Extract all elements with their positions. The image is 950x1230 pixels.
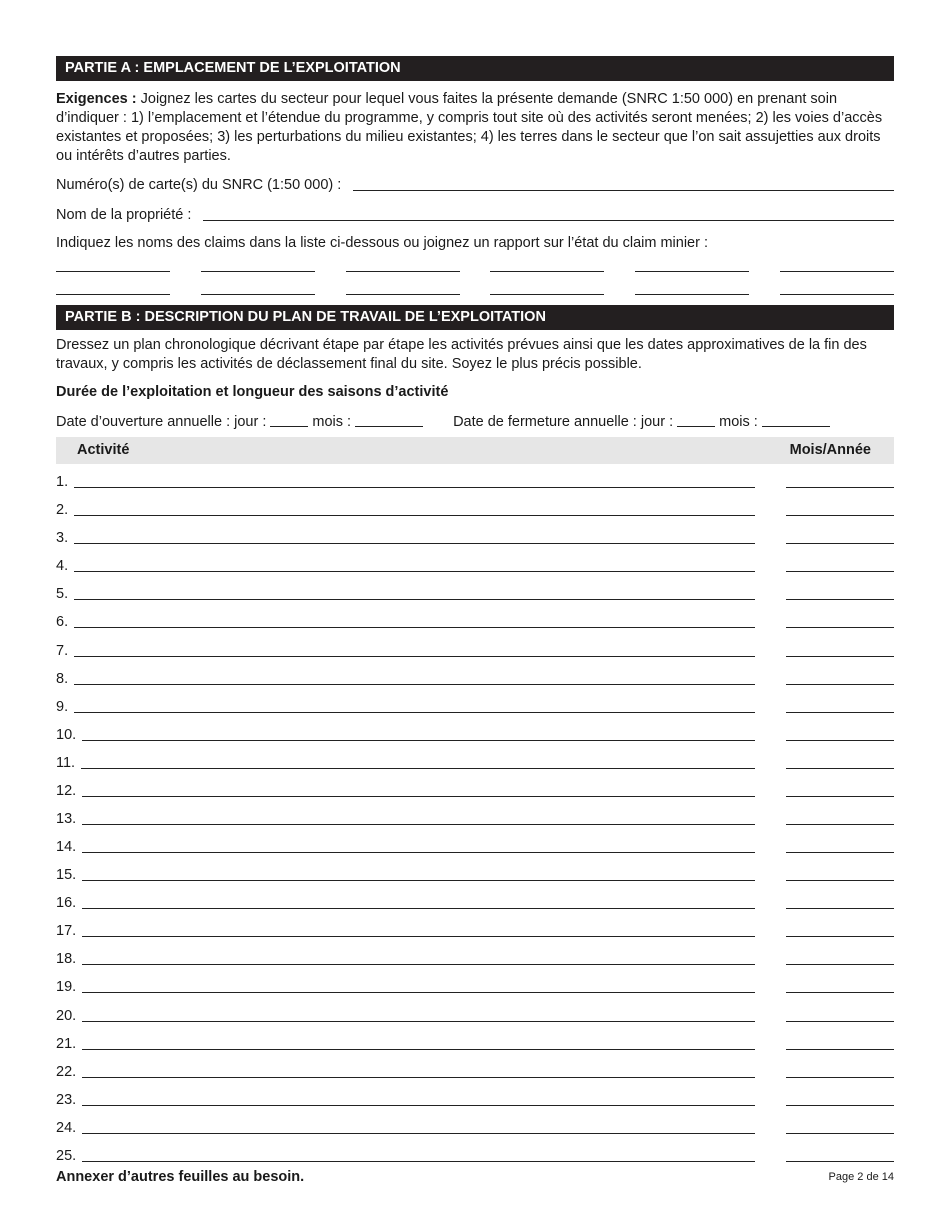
opening-month-blank[interactable]	[355, 413, 423, 427]
table-row	[56, 801, 894, 829]
activity-input-line[interactable]	[82, 982, 755, 993]
page-number: Page 2 de 14	[828, 1171, 894, 1183]
date-input-line[interactable]	[786, 1095, 894, 1106]
row-number: 8.	[56, 670, 69, 687]
page-footer	[56, 1169, 894, 1185]
map-number-input-line[interactable]	[353, 178, 894, 191]
table-row	[56, 969, 894, 997]
activity-rows	[56, 464, 894, 1166]
requirements-text: Joignez les cartes du secteur pour lequel vous faites la présente demande (SNRC 1:50 000) en prenant soin d’indiquer : 1) l’emplacement et l’étendue du programme, y compris tout site où des activités seront menées; 2) les voies d’accès existantes et proposées; 3) les perturbations du milieu existantes; 4) les terres dans le secteur que l’on sait assujetties aux droits ou intérêts d’autres parties.	[56, 91, 883, 164]
activity-table-header	[56, 437, 894, 464]
table-row	[56, 997, 894, 1025]
row-number: 6.	[56, 614, 69, 631]
table-row	[56, 1026, 894, 1054]
claim-blank[interactable]	[635, 285, 749, 295]
date-input-line[interactable]	[786, 1151, 894, 1162]
activity-input-line[interactable]	[74, 674, 755, 685]
opening-date-label: Date d’ouverture annuelle : jour :	[56, 414, 267, 430]
date-input-line[interactable]	[786, 702, 894, 713]
table-row	[56, 857, 894, 885]
row-number: 13.	[56, 811, 77, 828]
claim-blank[interactable]	[201, 262, 315, 272]
table-row	[56, 576, 894, 604]
activity-input-line[interactable]	[74, 702, 755, 713]
activity-input-line[interactable]	[82, 1011, 755, 1022]
row-number: 15.	[56, 867, 77, 884]
row-number: 19.	[56, 979, 77, 996]
map-number-field	[56, 174, 894, 193]
activity-input-line[interactable]	[82, 1095, 755, 1106]
activity-input-line[interactable]	[82, 1151, 755, 1162]
date-input-line[interactable]	[786, 870, 894, 881]
activity-input-line[interactable]	[82, 870, 755, 881]
table-row	[56, 745, 894, 773]
date-input-line[interactable]	[786, 842, 894, 853]
property-name-label: Nom de la propriété :	[56, 207, 192, 223]
activity-input-line[interactable]	[82, 842, 755, 853]
claim-blank[interactable]	[346, 285, 460, 295]
date-input-line[interactable]	[786, 674, 894, 685]
row-number: 24.	[56, 1119, 77, 1136]
row-number: 3.	[56, 530, 69, 547]
table-row	[56, 464, 894, 492]
date-input-line[interactable]	[786, 589, 894, 600]
activity-input-line[interactable]	[82, 954, 755, 965]
opening-month-label: mois :	[312, 414, 352, 430]
row-number: 2.	[56, 502, 69, 519]
date-input-line[interactable]	[786, 505, 894, 516]
date-input-line[interactable]	[786, 730, 894, 741]
date-input-line[interactable]	[786, 477, 894, 488]
date-input-line[interactable]	[786, 954, 894, 965]
table-row	[56, 548, 894, 576]
activity-input-line[interactable]	[74, 505, 755, 516]
activity-input-line[interactable]	[74, 617, 755, 628]
table-row	[56, 1110, 894, 1138]
activity-input-line[interactable]	[74, 589, 755, 600]
row-number: 5.	[56, 586, 69, 603]
claim-blank[interactable]	[490, 285, 604, 295]
requirements-label: Exigences :	[56, 91, 137, 107]
claim-blank[interactable]	[780, 262, 894, 272]
claims-instruction: Indiquez les noms des claims dans la liste ci-dessous ou joignez un rapport sur l’état du claim minier :	[56, 235, 709, 251]
date-input-line[interactable]	[786, 1011, 894, 1022]
row-number: 1.	[56, 474, 69, 491]
row-number: 14.	[56, 839, 77, 856]
row-number: 18.	[56, 951, 77, 968]
table-row	[56, 913, 894, 941]
table-row	[56, 1054, 894, 1082]
claim-blank[interactable]	[490, 262, 604, 272]
annual-dates	[56, 413, 894, 432]
row-number: 21.	[56, 1035, 77, 1052]
row-number: 11.	[56, 754, 76, 771]
table-row	[56, 717, 894, 745]
date-input-line[interactable]	[786, 1123, 894, 1134]
annex-note: Annexer d’autres feuilles au besoin.	[56, 1169, 305, 1185]
date-input-line[interactable]	[786, 786, 894, 797]
activity-input-line[interactable]	[74, 646, 755, 657]
row-number: 9.	[56, 698, 69, 715]
claim-blank[interactable]	[56, 285, 170, 295]
date-input-line[interactable]	[786, 1067, 894, 1078]
row-number: 16.	[56, 895, 77, 912]
activity-input-line[interactable]	[82, 1039, 755, 1050]
row-number: 4.	[56, 558, 69, 575]
claim-blank[interactable]	[346, 262, 460, 272]
table-row	[56, 773, 894, 801]
claim-blank[interactable]	[201, 285, 315, 295]
table-row	[56, 520, 894, 548]
activity-input-line[interactable]	[82, 730, 755, 741]
activity-input-line[interactable]	[82, 786, 755, 797]
activity-column-header: Activité	[77, 442, 130, 458]
date-input-line[interactable]	[786, 1039, 894, 1050]
row-number: 7.	[56, 642, 69, 659]
part-b-header: PARTIE B : DESCRIPTION DU PLAN DE TRAVAIL DE L’EXPLOITATION	[56, 305, 894, 330]
date-input-line[interactable]	[786, 982, 894, 993]
closing-month-blank[interactable]	[762, 413, 830, 427]
closing-month-label: mois :	[719, 414, 758, 430]
table-row	[56, 604, 894, 632]
claims-row-1	[56, 262, 894, 272]
table-row	[56, 885, 894, 913]
claim-blank[interactable]	[56, 262, 170, 272]
activity-input-line[interactable]	[82, 898, 755, 909]
activity-input-line[interactable]	[74, 561, 755, 572]
date-input-line[interactable]	[786, 926, 894, 937]
part-a-header: PARTIE A : EMPLACEMENT DE L’EXPLOITATION	[56, 56, 894, 81]
row-number: 17.	[56, 923, 77, 940]
date-column-header: Mois/Année	[789, 442, 871, 458]
date-input-line[interactable]	[786, 646, 894, 657]
row-number: 12.	[56, 782, 77, 799]
requirements-paragraph	[56, 90, 894, 166]
date-input-line[interactable]	[786, 898, 894, 909]
date-input-line[interactable]	[786, 617, 894, 628]
row-number: 25.	[56, 1147, 77, 1164]
date-input-line[interactable]	[786, 758, 894, 769]
table-row	[56, 632, 894, 660]
table-row	[56, 941, 894, 969]
claim-blank[interactable]	[780, 285, 894, 295]
row-number: 10.	[56, 726, 77, 743]
date-input-line[interactable]	[786, 561, 894, 572]
map-number-label: Numéro(s) de carte(s) du SNRC (1:50 000) :	[56, 177, 342, 193]
row-number: 20.	[56, 1007, 77, 1024]
part-b-intro: Dressez un plan chronologique décrivant étape par étape les activités prévues ainsi que les dates approximatives de la fin des travaux, y compris les activités de déclassement final du site. Soyez le plus précis possible.	[56, 337, 867, 372]
table-row	[56, 1138, 894, 1166]
date-input-line[interactable]	[786, 533, 894, 544]
table-row	[56, 1082, 894, 1110]
table-row	[56, 689, 894, 717]
table-row	[56, 829, 894, 857]
table-row	[56, 492, 894, 520]
activity-input-line[interactable]	[82, 926, 755, 937]
activity-input-line[interactable]	[82, 1123, 755, 1134]
row-number: 22.	[56, 1063, 77, 1080]
opening-day-blank[interactable]	[270, 413, 308, 427]
property-name-field	[56, 204, 894, 223]
date-input-line[interactable]	[786, 814, 894, 825]
activity-input-line[interactable]	[74, 533, 755, 544]
closing-day-blank[interactable]	[677, 413, 715, 427]
activity-input-line[interactable]	[82, 814, 755, 825]
form-page	[56, 56, 894, 1166]
duration-heading: Durée de l’exploitation et longueur des saisons d’activité	[56, 384, 449, 400]
property-name-input-line[interactable]	[203, 208, 894, 221]
row-number: 23.	[56, 1091, 77, 1108]
activity-input-line[interactable]	[81, 758, 755, 769]
closing-date-label: Date de fermeture annuelle : jour :	[453, 414, 674, 430]
table-row	[56, 661, 894, 689]
activity-input-line[interactable]	[74, 477, 755, 488]
activity-input-line[interactable]	[82, 1067, 755, 1078]
claim-blank[interactable]	[635, 262, 749, 272]
claims-row-2	[56, 285, 894, 295]
